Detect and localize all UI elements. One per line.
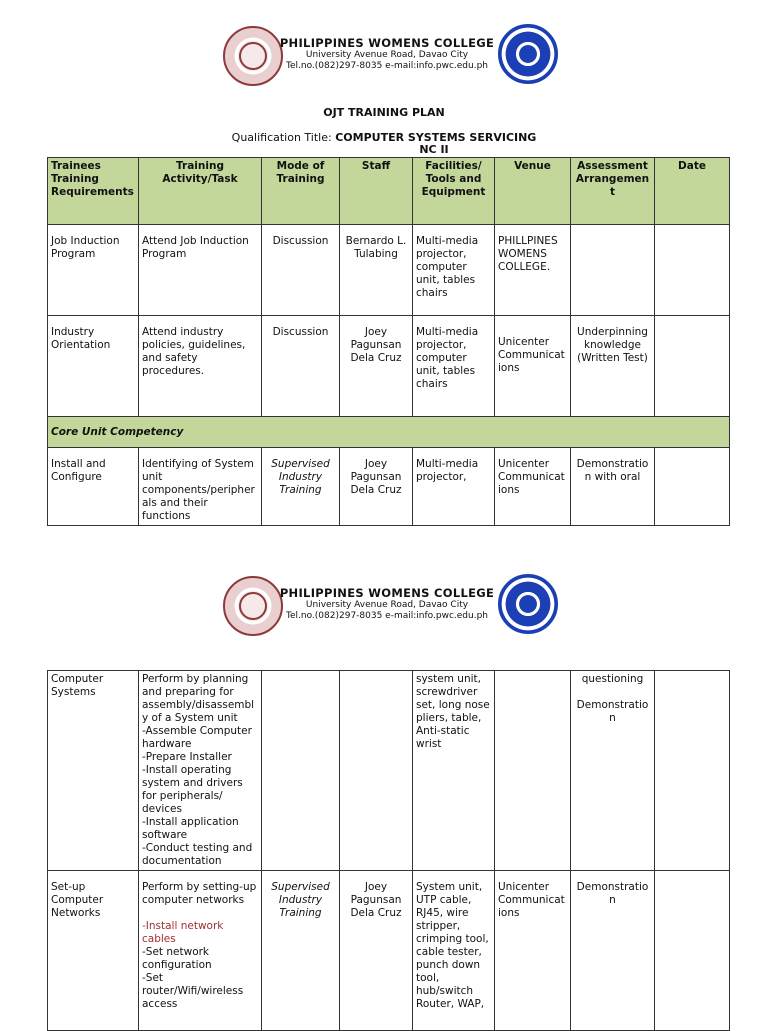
cell-mode: Discussion <box>262 225 340 316</box>
table-row <box>48 316 730 417</box>
cell-task <box>139 871 262 1031</box>
college-address: University Avenue Road, Davao City <box>305 600 469 610</box>
header-mode: Mode of Training <box>262 158 340 225</box>
cell-facilities: system unit, screwdriver set, long nose pliers, table, Anti-static wrist <box>413 671 495 871</box>
qualification-level: NC II <box>419 143 449 156</box>
task-steps: -Set network configuration -Set router/Wifi/wireless access <box>142 946 244 1010</box>
cell-facilities: Multi-media projector, <box>413 448 495 526</box>
cell-task: Attend industry policies, guidelines, and safety procedures. <box>139 316 262 417</box>
college-name: PHILIPPINES WOMENS COLLEGE <box>279 586 495 600</box>
cell-task: Attend Job Induction Program <box>139 225 262 316</box>
cell-assessment: questioning Demonstration <box>571 671 655 871</box>
header-assessment: Assessment Arrangement <box>571 158 655 225</box>
tesda-seal-logo <box>498 574 558 634</box>
cell-staff: Joey Pagunsan Dela Cruz <box>340 871 413 1031</box>
header-staff: Staff <box>340 158 413 225</box>
cell-date <box>655 225 730 316</box>
qualification-title <box>0 132 768 156</box>
cell-staff: Bernardo L. Tulabing <box>340 225 413 316</box>
qualification-value: COMPUTER SYSTEMS SERVICING <box>335 131 537 144</box>
training-plan-table-continued <box>47 670 730 1031</box>
qualification-label: Qualification Title: <box>231 131 332 144</box>
table-row <box>48 225 730 316</box>
task-intro: Perform by setting-up computer networks <box>142 881 257 906</box>
cell-requirement: Install and Configure <box>48 448 139 526</box>
section-band-label: Core Unit Competency <box>48 417 730 448</box>
cell-facilities: Multi-media projector, computer unit, tables chairs <box>413 316 495 417</box>
cell-assessment: Demonstration with oral <box>571 448 655 526</box>
cell-facilities: Multi-media projector, computer unit, tables chairs <box>413 225 495 316</box>
cell-requirement: Set-up Computer Networks <box>48 871 139 1031</box>
cell-staff: Joey Pagunsan Dela Cruz <box>340 448 413 526</box>
college-address: University Avenue Road, Davao City <box>305 50 469 60</box>
header-task: Training Activity/Task <box>139 158 262 225</box>
section-band-row <box>48 417 730 448</box>
cell-requirement: Computer Systems <box>48 671 139 871</box>
cell-facilities: System unit, UTP cable, RJ45, wire stripper, crimping tool, cable tester, punch down tool, hub/switch Router, WAP, <box>413 871 495 1031</box>
header-date: Date <box>655 158 730 225</box>
cell-mode: Supervised Industry Training <box>262 448 340 526</box>
cell-venue <box>495 671 571 871</box>
college-contact: Tel.no.(082)297-8035 e-mail:info.pwc.edu.ph <box>286 611 488 621</box>
cell-venue: Unicenter Communications <box>495 871 571 1031</box>
header-facilities: Facilities/ Tools and Equipment <box>413 158 495 225</box>
header-venue: Venue <box>495 158 571 225</box>
tesda-seal-logo <box>498 24 558 84</box>
college-name: PHILIPPINES WOMENS COLLEGE <box>279 36 495 50</box>
college-contact: Tel.no.(082)297-8035 e-mail:info.pwc.edu.ph <box>286 61 488 71</box>
cell-venue: Unicenter Communications <box>495 448 571 526</box>
letterhead <box>272 586 502 622</box>
document-title: OJT TRAINING PLAN <box>323 106 445 119</box>
cell-date <box>655 671 730 871</box>
cell-date <box>655 448 730 526</box>
cell-assessment: Underpinning knowledge (Written Test) <box>571 316 655 417</box>
cell-venue: PHILLPINES WOMENS COLLEGE. <box>495 225 571 316</box>
table-row <box>48 671 730 871</box>
task-step: -Install network cables <box>142 920 224 945</box>
table-row <box>48 448 730 526</box>
cell-requirement: Job Induction Program <box>48 225 139 316</box>
training-plan-table <box>47 157 730 526</box>
cell-date <box>655 871 730 1031</box>
cell-staff: Joey Pagunsan Dela Cruz <box>340 316 413 417</box>
cell-task: Perform by planning and preparing for assembly/disassembly of a System unit -Assemble Computer hardware -Prepare Installer -Install operating system and drivers for peripherals/ devices -Install application software -Conduct testing and documentation <box>139 671 262 871</box>
cell-date <box>655 316 730 417</box>
cell-mode: Supervised Industry Training <box>262 871 340 1031</box>
cell-task: Identifying of System unit components/peripherals and their functions <box>139 448 262 526</box>
header-requirements: Trainees Training Requirements <box>48 158 139 225</box>
letterhead <box>272 36 502 72</box>
cell-mode: Discussion <box>262 316 340 417</box>
cell-assessment <box>571 225 655 316</box>
cell-requirement: Industry Orientation <box>48 316 139 417</box>
cell-mode <box>262 671 340 871</box>
cell-staff <box>340 671 413 871</box>
cell-assessment: Demonstration <box>571 871 655 1031</box>
cell-venue: Unicenter Communications <box>495 316 571 417</box>
table-row <box>48 871 730 1031</box>
